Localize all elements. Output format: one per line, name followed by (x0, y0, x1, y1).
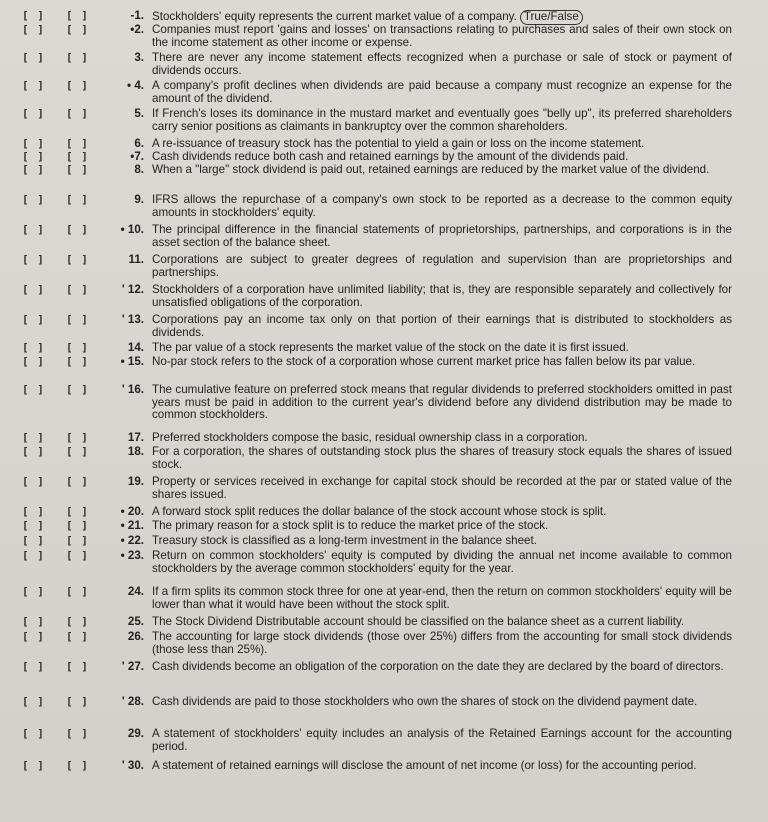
question-text: For a corporation, the shares of outstanding stock plus the shares of treasury stock equals the shares of issued stock. (152, 445, 732, 471)
question-text: The par value of a stock represents the market value of the stock on the date it is first issued. (152, 341, 629, 354)
question-number: 6. (134, 137, 144, 150)
false-checkbox[interactable]: [ ] (66, 355, 89, 368)
question-number: • 10. (120, 223, 144, 236)
true-checkbox[interactable]: [ ] (22, 283, 45, 296)
question-text: Corporations pay an income tax only on that portion of their earnings that is distributed to stockholders as dividends. (152, 313, 732, 339)
false-checkbox[interactable]: [ ] (66, 313, 89, 326)
true-checkbox[interactable]: [ ] (22, 445, 45, 458)
true-checkbox[interactable]: [ ] (22, 519, 45, 532)
question-text: There are never any income statement effects recognized when a purchase or sale of stock or payment of dividends occurs. (152, 51, 732, 77)
question-number: ' 16. (121, 383, 144, 396)
false-checkbox[interactable]: [ ] (66, 549, 89, 562)
question-number: 5. (134, 107, 144, 120)
question-text: The Stock Dividend Distributable account should be classified on the balance sheet as a current liability. (152, 615, 685, 628)
question-text: IFRS allows the repurchase of a company's own stock to be reported as a decrease to the common equity amounts in stockholders' equity. (152, 193, 732, 219)
question-text: A re-issuance of treasury stock has the potential to yield a gain or loss on the income statement. (152, 137, 645, 150)
true-checkbox[interactable]: [ ] (22, 660, 45, 673)
question-number: 25. (127, 615, 144, 628)
question-text: The primary reason for a stock split is to reduce the market price of the stock. (152, 519, 549, 532)
question-text: Stockholders of a corporation have unlimited liability; that is, they are responsible separately and collectively for unsatisfied obligations of the corporation. (152, 283, 732, 309)
question-text: A forward stock split reduces the dollar balance of the stock account whose stock is split. (152, 505, 607, 518)
question-number: • 15. (120, 355, 144, 368)
question-number: 26. (127, 630, 144, 643)
question-number: 11. (128, 253, 144, 266)
question-number: ' 27. (121, 660, 144, 673)
false-checkbox[interactable]: [ ] (66, 445, 89, 458)
question-number: • 4. (127, 79, 144, 92)
true-checkbox[interactable]: [ ] (22, 549, 45, 562)
false-checkbox[interactable]: [ ] (66, 534, 89, 547)
true-checkbox[interactable]: [ ] (22, 475, 45, 488)
question-text: Cash dividends become an obligation of the corporation on the date they are declared by the board of directors. (152, 660, 724, 673)
false-checkbox[interactable]: [ ] (66, 23, 89, 36)
false-checkbox[interactable]: [ ] (66, 615, 89, 628)
false-checkbox[interactable]: [ ] (66, 383, 89, 396)
question-text: Corporations are subject to greater degrees of regulation and supervision than are proprietorships and partnerships. (152, 253, 732, 279)
true-checkbox[interactable]: [ ] (22, 630, 45, 643)
question-number: ' 30. (121, 759, 144, 772)
true-checkbox[interactable]: [ ] (22, 9, 45, 22)
false-checkbox[interactable]: [ ] (66, 341, 89, 354)
question-number: 24. (127, 585, 144, 598)
false-checkbox[interactable]: [ ] (66, 9, 89, 22)
question-text: Property or services received in exchange for capital stock should be recorded at the par or stated value of the shares issued. (152, 475, 732, 501)
true-checkbox[interactable]: [ ] (22, 615, 45, 628)
true-checkbox[interactable]: [ ] (22, 253, 45, 266)
question-number: ' 12. (121, 283, 144, 296)
true-checkbox[interactable]: [ ] (22, 727, 45, 740)
question-text: When a "large" stock dividend is paid out, retained earnings are reduced by the market value of the dividend. (152, 163, 710, 176)
question-number: 29. (127, 727, 144, 740)
true-checkbox[interactable]: [ ] (22, 695, 45, 708)
question-text: If French's loses its dominance in the mustard market and eventually goes "belly up", its preferred shareholders carry senior positions as claimants in bankruptcy over the common shareholders. (152, 107, 732, 133)
question-number: 19. (127, 475, 144, 488)
true-checkbox[interactable]: [ ] (22, 341, 45, 354)
true-checkbox[interactable]: [ ] (22, 383, 45, 396)
false-checkbox[interactable]: [ ] (66, 79, 89, 92)
true-checkbox[interactable]: [ ] (22, 163, 45, 176)
true-checkbox[interactable]: [ ] (22, 534, 45, 547)
question-number: 17. (127, 431, 144, 444)
question-number: 14. (127, 341, 144, 354)
true-checkbox[interactable]: [ ] (22, 585, 45, 598)
question-number: • 20. (120, 505, 144, 518)
question-text: A statement of stockholders' equity includes an analysis of the Retained Earnings account for the accounting period. (152, 727, 732, 753)
question-number: • 22. (120, 534, 144, 547)
true-checkbox[interactable]: [ ] (22, 505, 45, 518)
false-checkbox[interactable]: [ ] (66, 253, 89, 266)
false-checkbox[interactable]: [ ] (66, 585, 89, 598)
question-number: •7. (130, 150, 144, 163)
question-number: 18. (127, 445, 144, 458)
true-checkbox[interactable]: [ ] (22, 223, 45, 236)
question-number: ' 13. (121, 313, 144, 326)
false-checkbox[interactable]: [ ] (66, 505, 89, 518)
question-text: The principal difference in the financial statements of proprietorships, partnerships, and corporations is in the asset section of the balance sheet. (152, 223, 732, 249)
true-checkbox[interactable]: [ ] (22, 51, 45, 64)
false-checkbox[interactable]: [ ] (66, 759, 89, 772)
false-checkbox[interactable]: [ ] (66, 223, 89, 236)
true-checkbox[interactable]: [ ] (22, 79, 45, 92)
false-checkbox[interactable]: [ ] (66, 150, 89, 163)
question-text: Treasury stock is classified as a long-term investment in the balance sheet. (152, 534, 537, 547)
false-checkbox[interactable]: [ ] (66, 51, 89, 64)
false-checkbox[interactable]: [ ] (66, 695, 89, 708)
question-text: The accounting for large stock dividends (those over 25%) differs from the accounting for small stock dividends (those less than 25%). (152, 630, 732, 656)
question-text: Cash dividends are paid to those stockholders who own the shares of stock on the dividend payment date. (152, 695, 698, 708)
question-number: • 23. (120, 549, 144, 562)
true-checkbox[interactable]: [ ] (22, 23, 45, 36)
true-checkbox[interactable]: [ ] (22, 313, 45, 326)
question-number: 9. (134, 193, 144, 206)
true-checkbox[interactable]: [ ] (22, 137, 45, 150)
false-checkbox[interactable]: [ ] (66, 519, 89, 532)
true-checkbox[interactable]: [ ] (22, 107, 45, 120)
question-text: If a firm splits its common stock three for one at year-end, then the return on common stockholders' equity will be lower than what it would have been without the stock split. (152, 585, 732, 611)
false-checkbox[interactable]: [ ] (66, 163, 89, 176)
question-text: A statement of retained earnings will disclose the amount of net income (or loss) for the accounting period. (152, 759, 697, 772)
true-checkbox[interactable]: [ ] (22, 431, 45, 444)
true-checkbox[interactable]: [ ] (22, 193, 45, 206)
question-text: The cumulative feature on preferred stock means that regular dividends to preferred stockholders omitted in past years must be paid in addition to the current year's dividend before any dividend distribution may be made to common stockholders. (152, 383, 732, 422)
question-text: Stockholders' equity represents the current market value of a company. (152, 10, 517, 23)
true-checkbox[interactable]: [ ] (22, 759, 45, 772)
true-checkbox[interactable]: [ ] (22, 150, 45, 163)
question-text: Companies must report 'gains and losses' on transactions relating to purchases and sales of their own stock on the income statement as other income or expense. (152, 23, 732, 49)
question-number: -1. (130, 9, 144, 22)
false-checkbox[interactable]: [ ] (66, 431, 89, 444)
question-number: •2. (130, 23, 144, 36)
question-number: 3. (134, 51, 144, 64)
question-text: Preferred stockholders compose the basic, residual ownership class in a corporation. (152, 431, 588, 444)
false-checkbox[interactable]: [ ] (66, 193, 89, 206)
false-checkbox[interactable]: [ ] (66, 107, 89, 120)
false-checkbox[interactable]: [ ] (66, 137, 89, 150)
question-number: 8. (134, 163, 144, 176)
false-checkbox[interactable]: [ ] (66, 660, 89, 673)
true-checkbox[interactable]: [ ] (22, 355, 45, 368)
question-text: Cash dividends reduce both cash and retained earnings by the amount of the dividends paid. (152, 150, 629, 163)
question-text: Return on common stockholders' equity is computed by dividing the annual net income available to common stockholders by the average common stockholders' equity for the year. (152, 549, 732, 575)
false-checkbox[interactable]: [ ] (66, 727, 89, 740)
question-number: ' 28. (121, 695, 144, 708)
question-text: No-par stock refers to the stock of a corporation whose current market price has fallen below its par value. (152, 355, 696, 368)
question-text: A company's profit declines when dividends are paid because a company must recognize an expense for the amount of the dividend. (152, 79, 732, 105)
question-number: • 21. (120, 519, 144, 532)
false-checkbox[interactable]: [ ] (66, 283, 89, 296)
false-checkbox[interactable]: [ ] (66, 475, 89, 488)
false-checkbox[interactable]: [ ] (66, 630, 89, 643)
answer-format-label: True/False (520, 10, 583, 25)
